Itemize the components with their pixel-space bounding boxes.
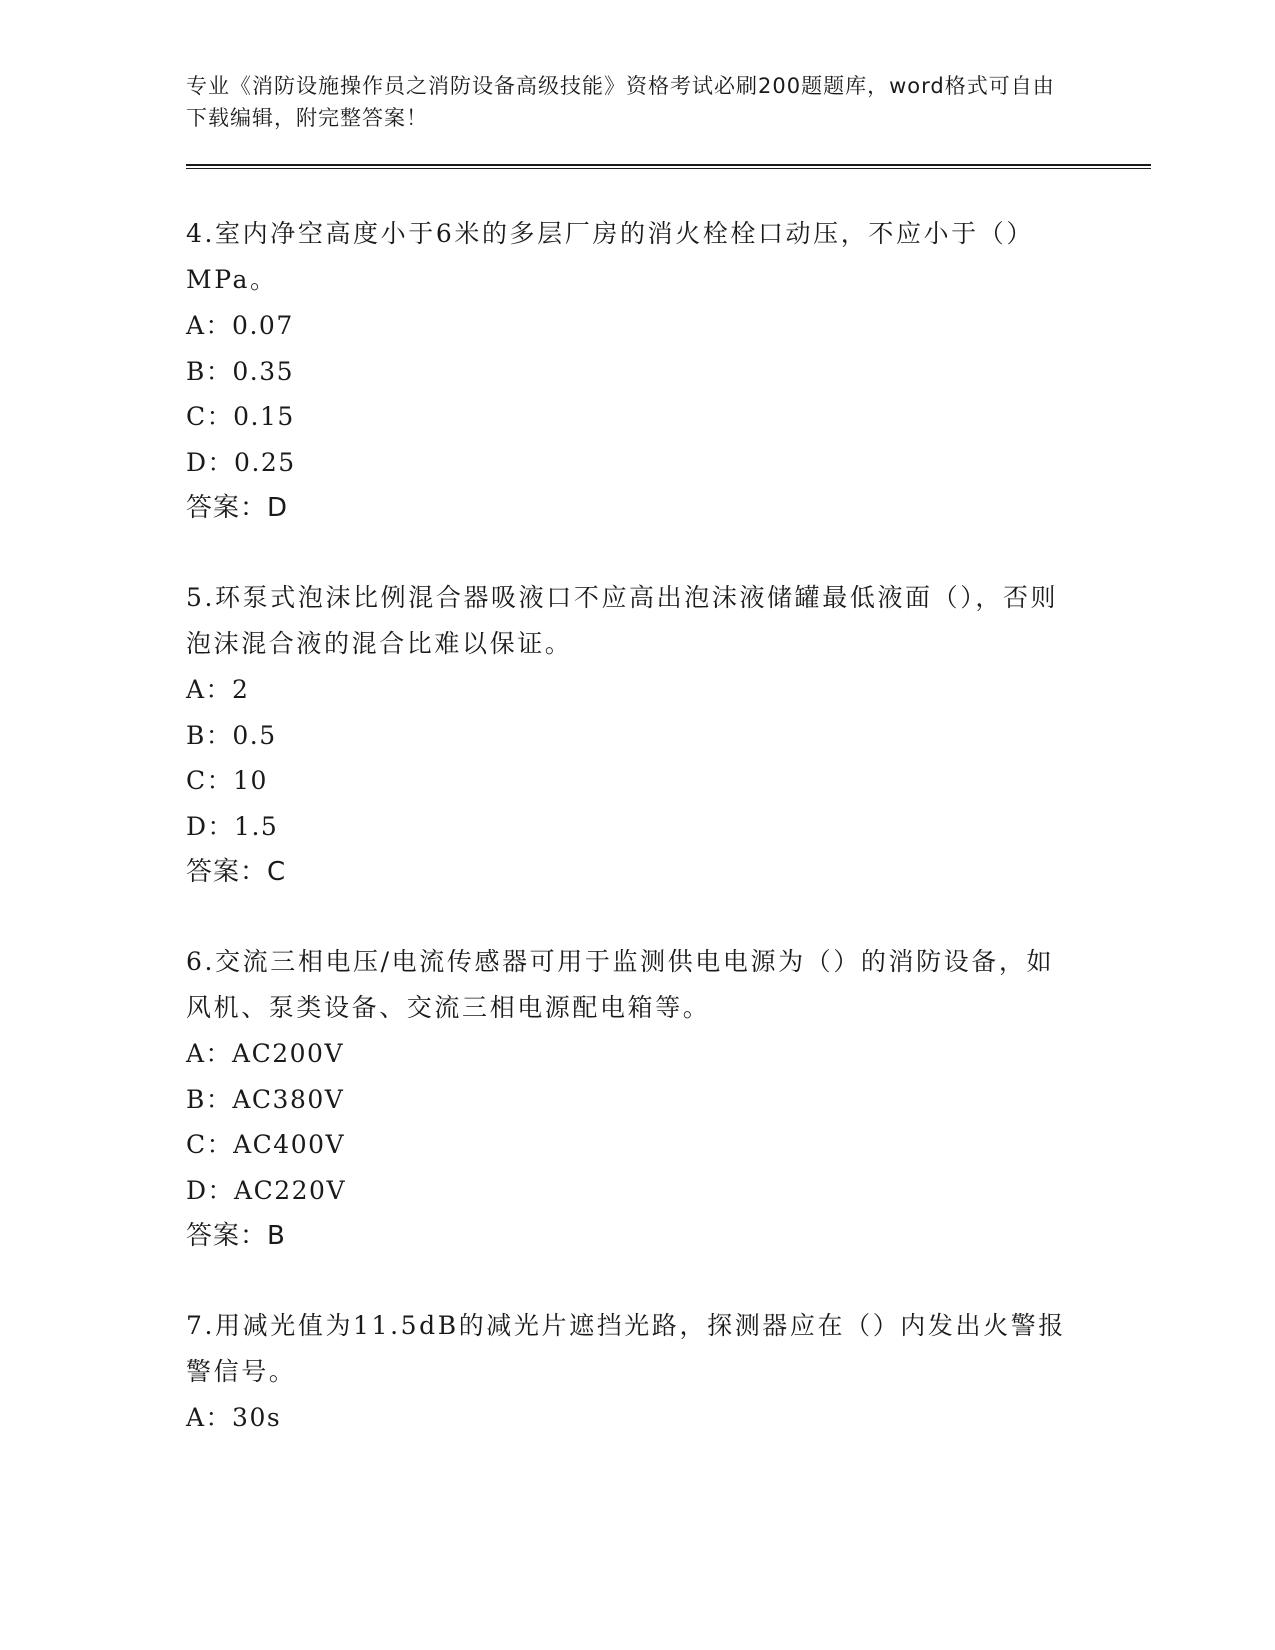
option-b: B：AC380V: [186, 1084, 345, 1114]
option-c: C：10: [186, 766, 268, 795]
answer-line: 答案：B: [186, 1221, 286, 1251]
option-d: D：AC220V: [186, 1175, 346, 1205]
question-5: [186, 575, 1146, 895]
option-c: C：AC400V: [186, 1130, 346, 1159]
question-stem: 7.用减光值为11.5dB的减光片遮挡光路，探测器应在（）内发出火警报警信号。: [186, 1311, 1066, 1386]
option-a: A：AC200V: [186, 1039, 345, 1068]
question-stem: 5.环泵式泡沫比例混合器吸液口不应高出泡沫液储罐最低液面（），否则泡沫混合液的混合比难以保证。: [186, 583, 1059, 658]
question-6: [186, 939, 1146, 1259]
question-4: [186, 211, 1146, 531]
question-stem: 6.交流三相电压/电流传感器可用于监测供电电源为（）的消防设备，如风机、泵类设备、交流三相电源配电箱等。: [186, 947, 1055, 1022]
option-b: B：0.5: [186, 720, 277, 750]
option-a: A：0.07: [186, 311, 294, 340]
option-a: A：2: [186, 675, 250, 704]
answer-line: 答案：C: [186, 857, 287, 887]
header-divider: [186, 164, 1151, 169]
option-b: B：0.35: [186, 356, 295, 386]
question-7: [186, 1303, 1146, 1441]
question-list: [186, 211, 1146, 1441]
document-page: [186, 70, 1146, 1485]
option-d: D：1.5: [186, 811, 279, 841]
option-a: A：30s: [186, 1403, 282, 1432]
document-header: 专业《消防设施操作员之消防设备高级技能》资格考试必刷200题题库，word格式可自由下载编辑，附完整答案！: [186, 74, 1055, 130]
option-c: C：0.15: [186, 402, 295, 431]
option-d: D：0.25: [186, 447, 296, 477]
question-stem: 4.室内净空高度小于6米的多层厂房的消火栓栓口动压，不应小于（）MPa。: [186, 219, 1034, 294]
answer-line: 答案：D: [186, 493, 289, 523]
